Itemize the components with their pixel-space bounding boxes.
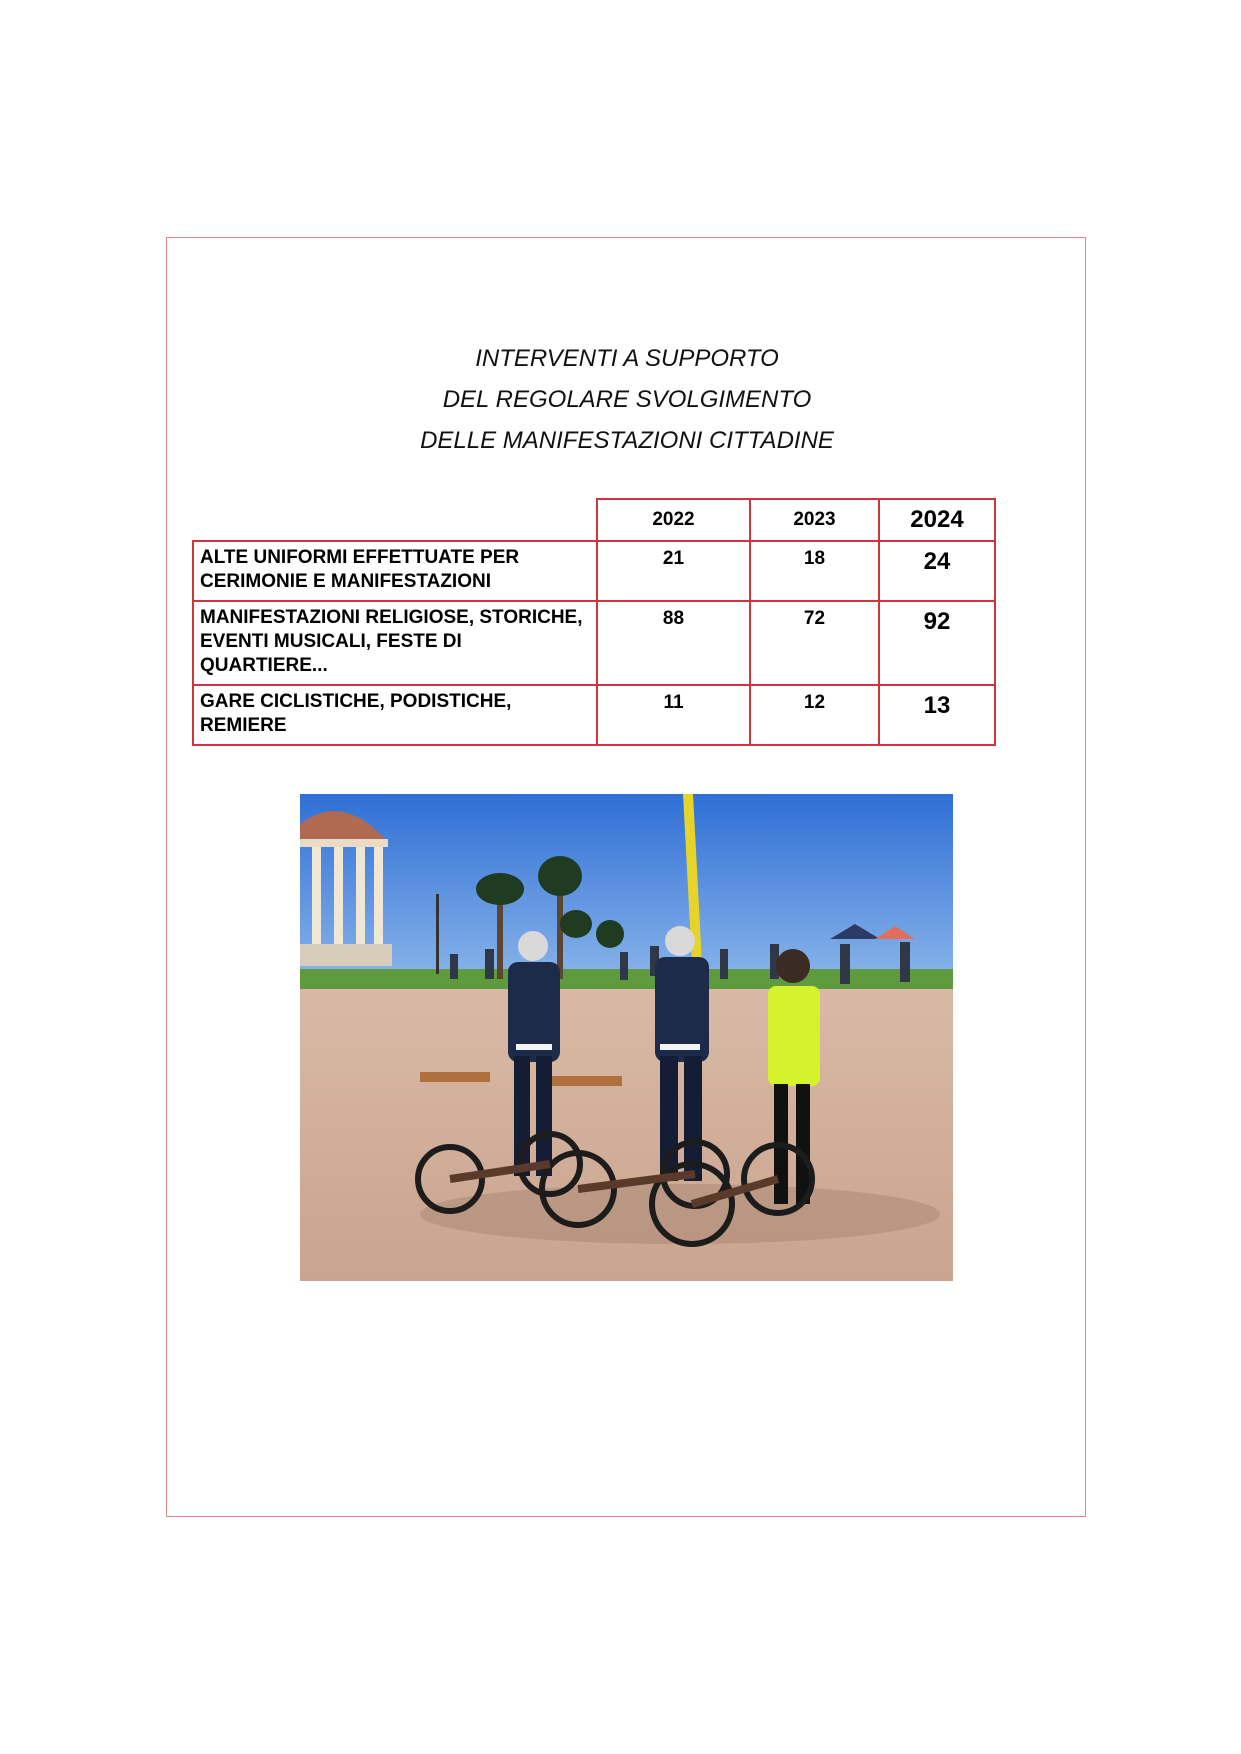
statistics-table	[192, 498, 996, 746]
table-header-row	[193, 499, 995, 541]
cell-value: 11	[597, 685, 750, 745]
table-row	[193, 685, 995, 745]
cell-value: 18	[750, 541, 879, 601]
cell-value: 24	[879, 541, 995, 601]
cell-value: 12	[750, 685, 879, 745]
page-title	[0, 338, 1241, 461]
year-header-2024: 2024	[879, 499, 995, 541]
event-photo	[300, 794, 953, 1281]
cell-value: 72	[750, 601, 879, 685]
year-header-2022: 2022	[597, 499, 750, 541]
title-line-2: DEL REGOLARE SVOLGIMENTO	[442, 386, 812, 413]
title-line-1: INTERVENTI A SUPPORTO	[475, 345, 779, 372]
year-header-2023: 2023	[750, 499, 879, 541]
row-label: GARE CICLISTICHE, PODISTICHE, REMIERE	[193, 685, 597, 745]
cell-value: 88	[597, 601, 750, 685]
row-label: MANIFESTAZIONI RELIGIOSE, STORICHE, EVENTI MUSICALI, FESTE DI QUARTIERE...	[193, 601, 597, 685]
title-line-3: DELLE MANIFESTAZIONI CITTADINE	[420, 427, 834, 454]
table-row	[193, 601, 995, 685]
row-label: ALTE UNIFORMI EFFETTUATE PER CERIMONIE E MANIFESTAZIONI	[193, 541, 597, 601]
cell-value: 92	[879, 601, 995, 685]
cell-value: 21	[597, 541, 750, 601]
table-row	[193, 541, 995, 601]
table-corner-cell	[193, 499, 597, 541]
cell-value: 13	[879, 685, 995, 745]
